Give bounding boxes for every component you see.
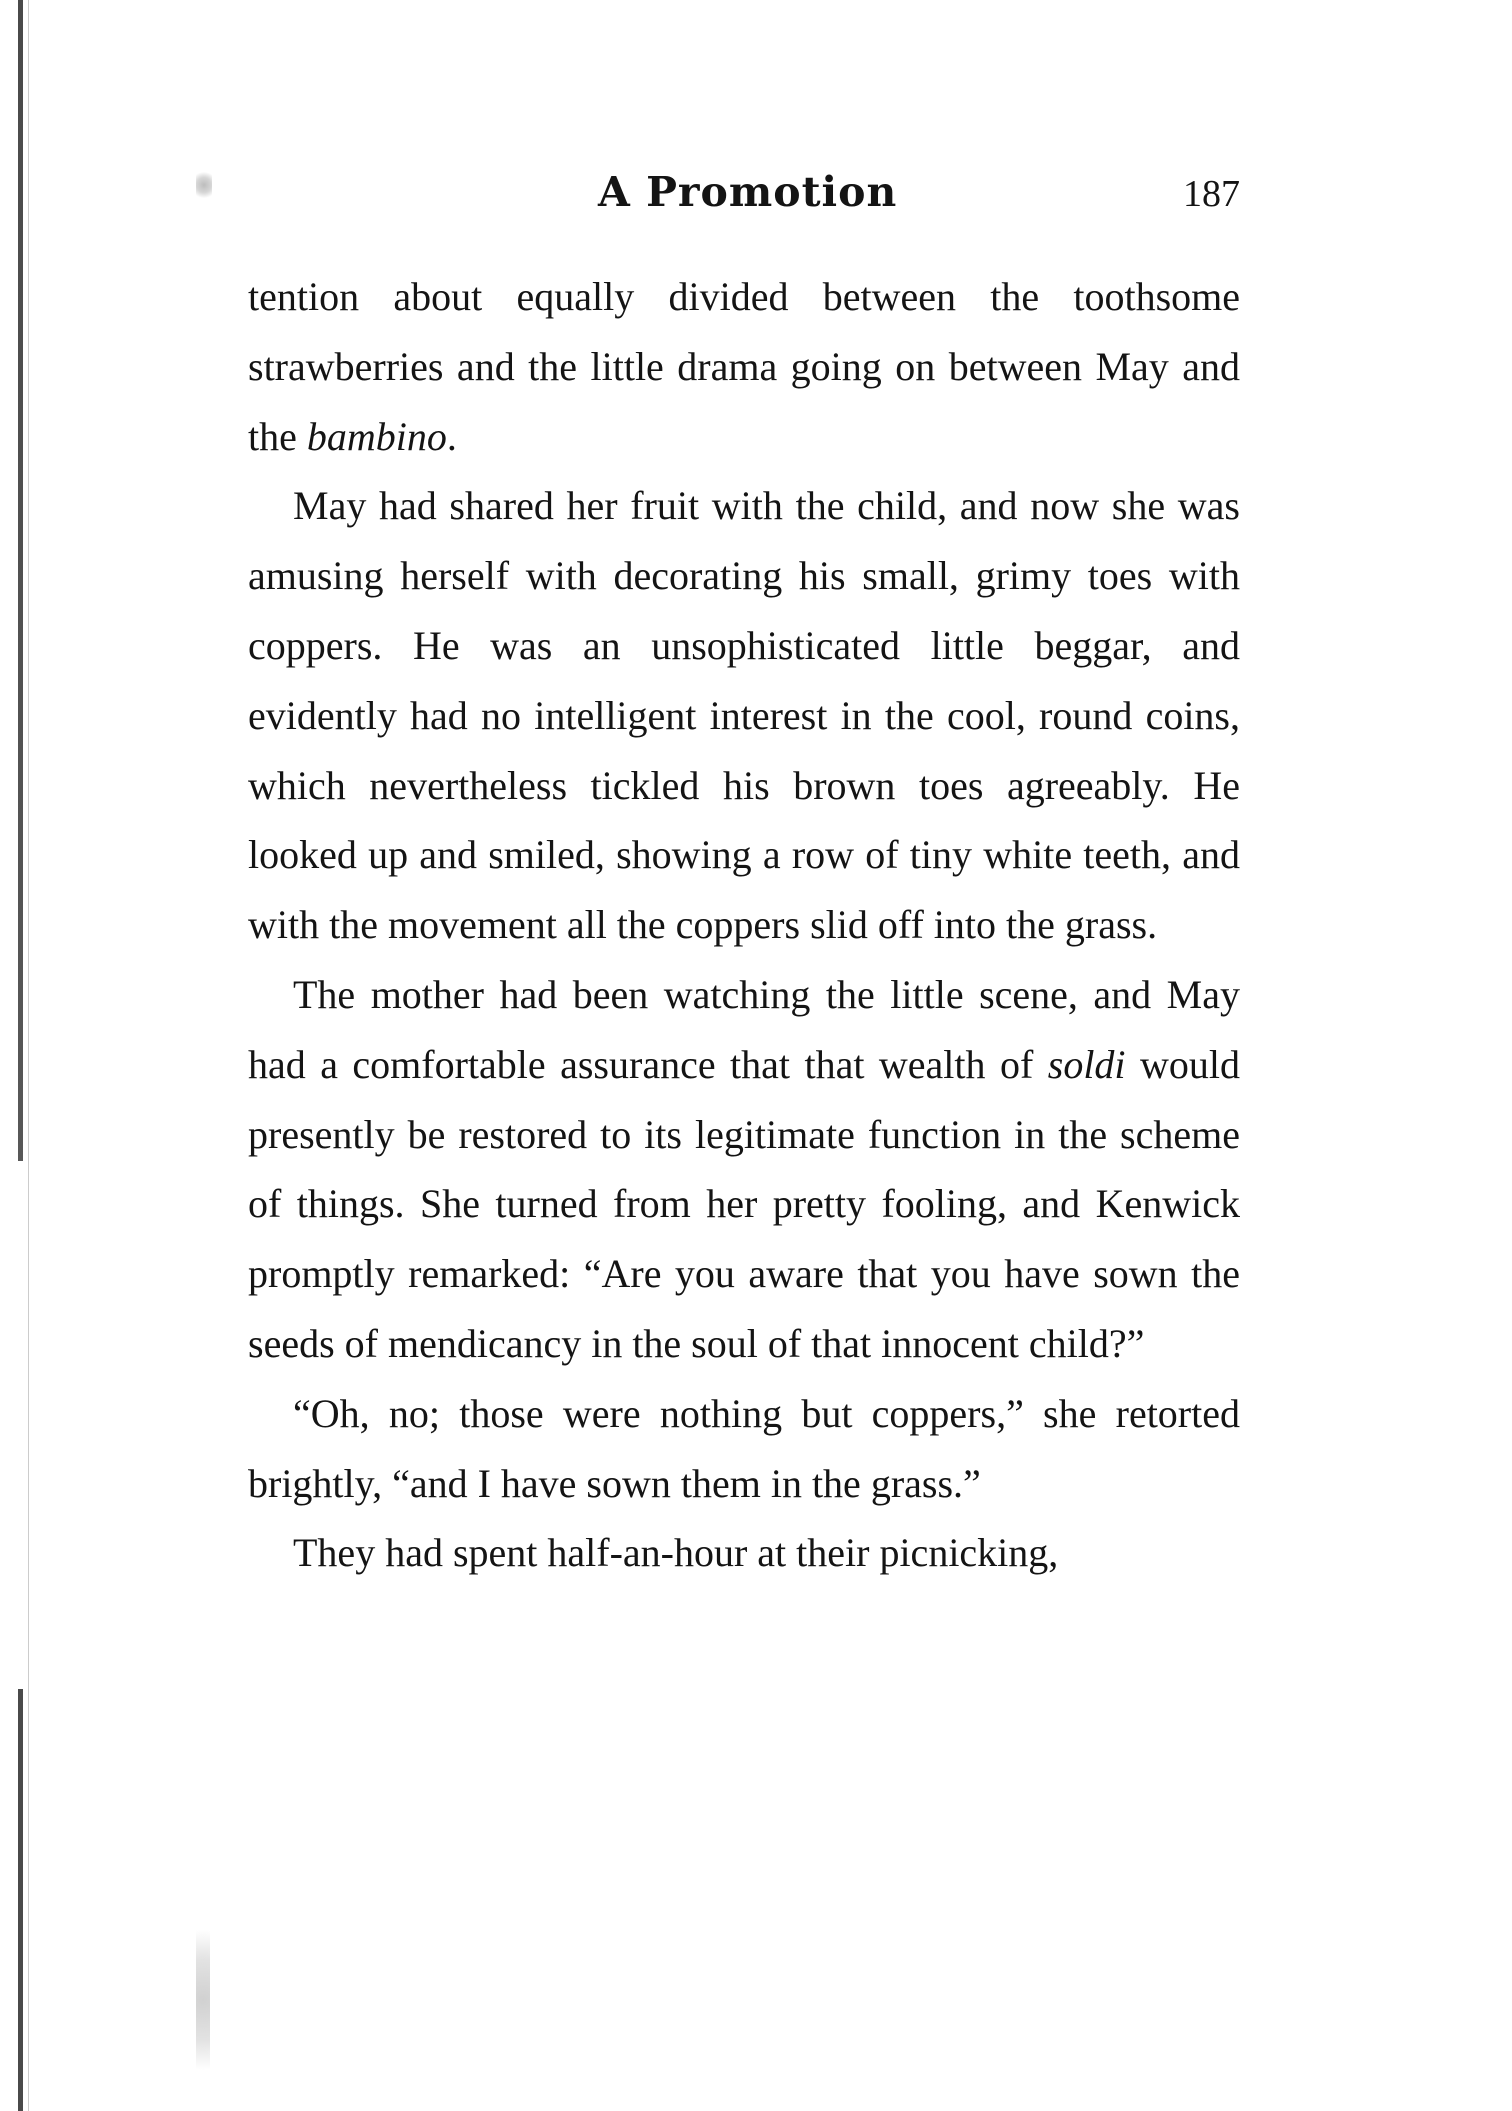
paragraph	[248, 960, 1240, 1379]
binding-edge-shadow	[28, 0, 29, 2111]
text-segment: May had shared her fruit with the child, and now she was amusing herself with decorating his small, grimy toes with coppers. He was an unsophisticated little beggar, and evidently had no intelligent interest in the cool, round coins, which nevertheless tickled his brown toes agreeably. He looked up and smiled, showing a row of tiny white teeth, and with the movement all the coppers slid off into the grass.	[248, 483, 1240, 948]
scan-speck	[196, 168, 212, 202]
scan-speck	[196, 1900, 210, 2100]
text-segment: tention about equally divided between the toothsome strawberries and the little drama going on between May and the	[248, 274, 1240, 459]
paragraph	[248, 1518, 1240, 1588]
text-segment: The mother had been watching the little scene, and May had a comfortable assurance that that wealth of	[248, 971, 1240, 1087]
paragraph	[248, 471, 1240, 960]
binding-edge	[18, 0, 23, 2111]
paragraph	[248, 262, 1240, 471]
running-title: A Promotion	[598, 168, 898, 216]
text-segment: They had spent half-an-hour at their picnicking,	[293, 1530, 1059, 1576]
text-segment: .	[446, 413, 457, 459]
running-head	[248, 168, 1240, 228]
text-segment: would presently be restored to its legitimate function in the scheme of things. She turned from her pretty fooling, and Kenwick promptly remarked: “Are you aware that you have sown the seeds of mendicancy in the soul of that innocent child?”	[248, 1041, 1240, 1366]
paragraph	[248, 1379, 1240, 1519]
body-text	[248, 262, 1240, 1588]
text-segment: “Oh, no; those were nothing but coppers,” she retorted brightly, “and I have sown them in the grass.”	[248, 1390, 1240, 1506]
page-number: 187	[1183, 173, 1240, 215]
italic-word: bambino	[306, 413, 447, 459]
italic-word: soldi	[1047, 1041, 1126, 1087]
